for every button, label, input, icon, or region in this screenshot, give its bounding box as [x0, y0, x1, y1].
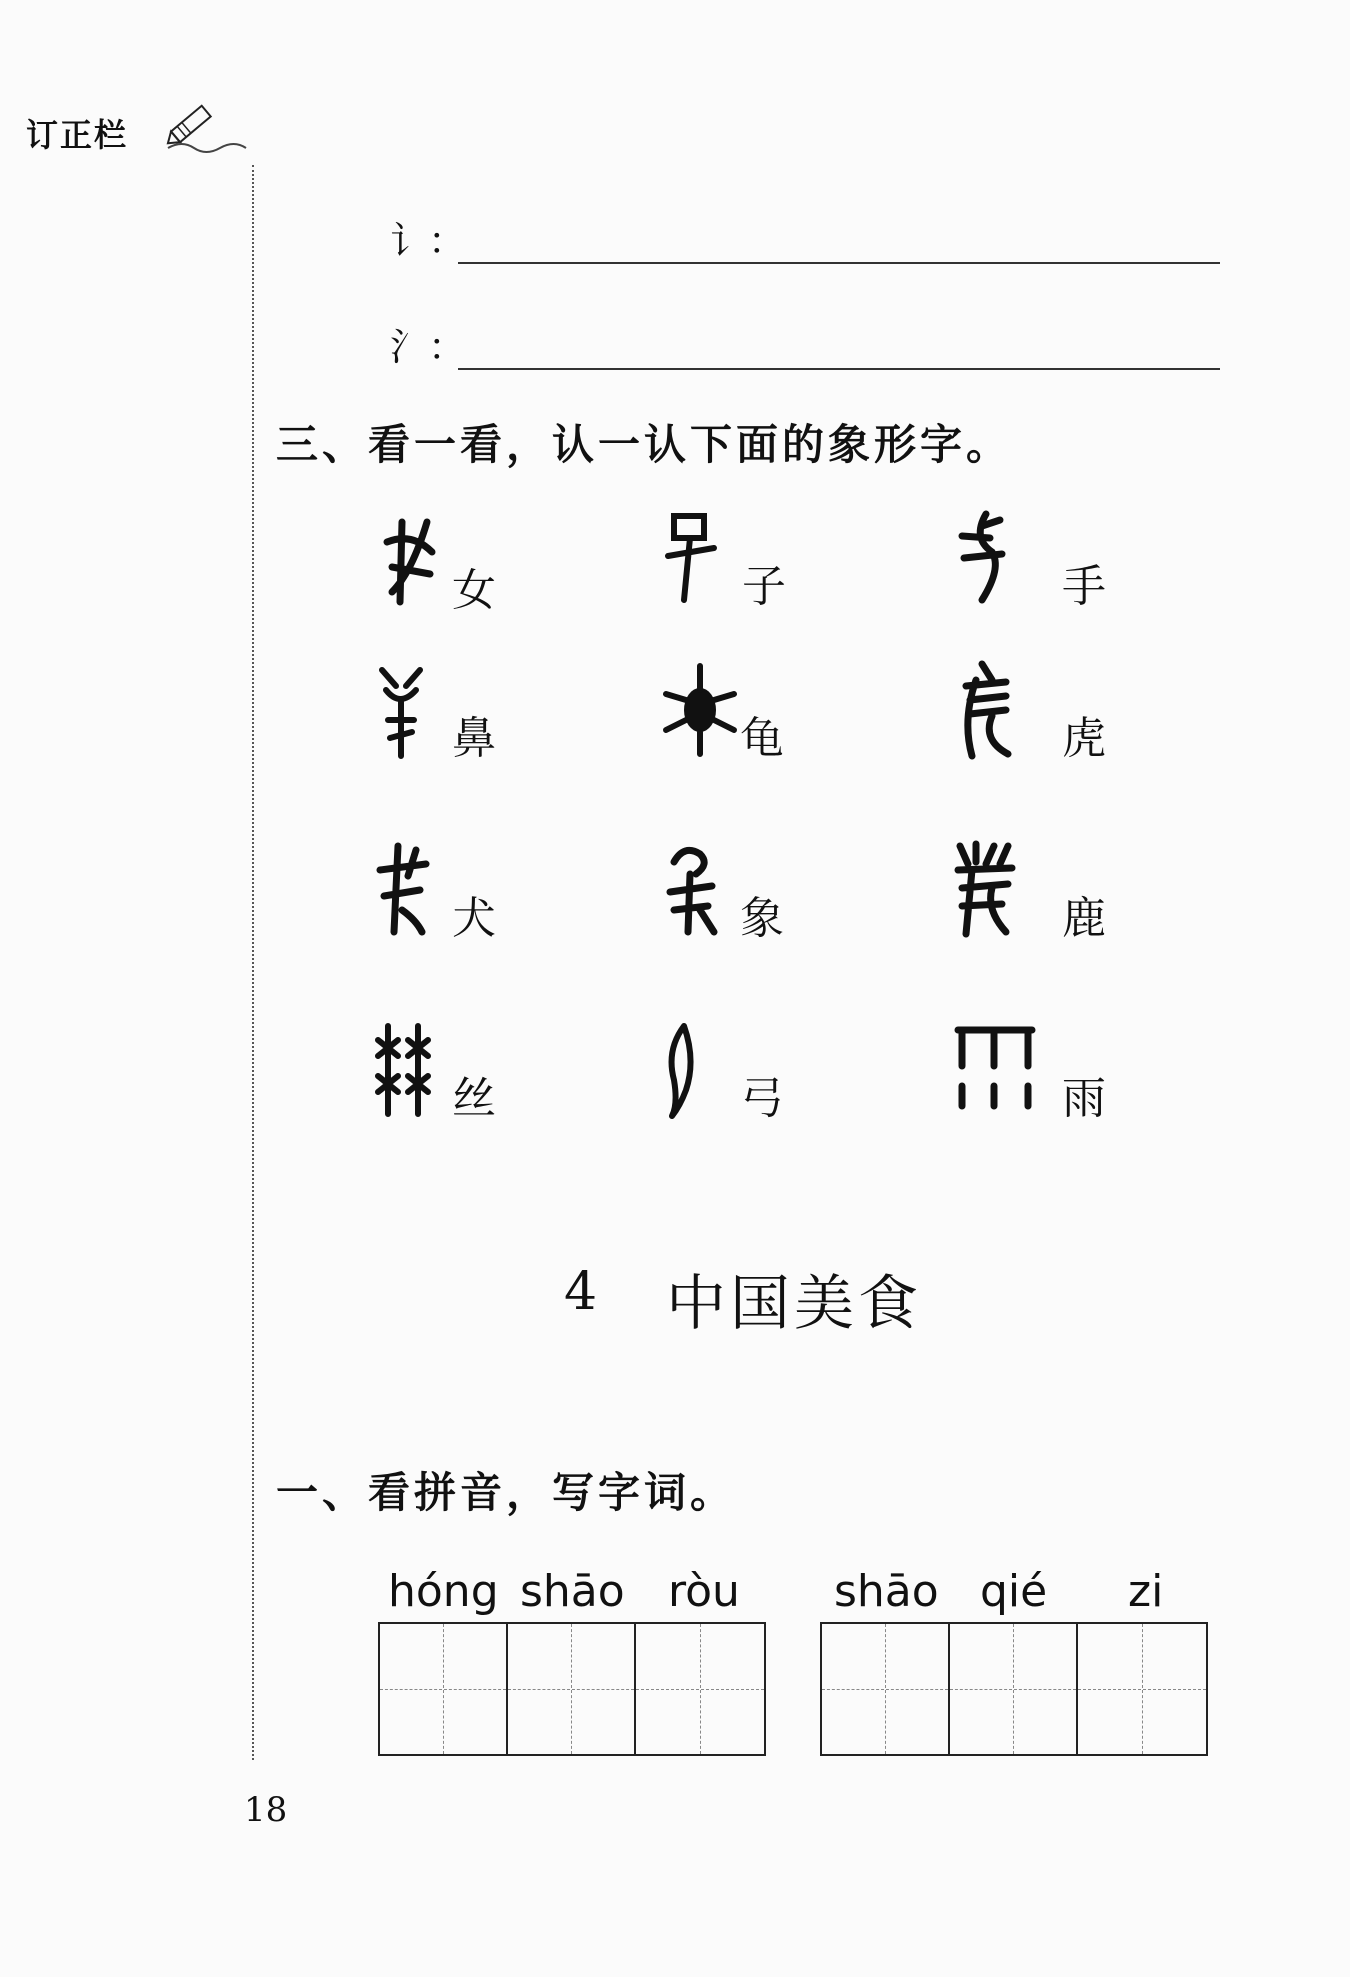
oracle-glyph-nose [372, 660, 462, 760]
modern-character: 龟 [740, 713, 784, 764]
oracle-glyph-deer [952, 840, 1042, 940]
radical-label: 氵： [390, 325, 467, 369]
modern-character: 丝 [452, 1073, 496, 1124]
writing-cell[interactable] [508, 1624, 636, 1754]
pictograph-item [660, 660, 920, 770]
pictograph-item [952, 840, 1212, 950]
pictograph-item [952, 1020, 1212, 1130]
radical-row-water [390, 316, 1220, 376]
writing-grid-1 [378, 1622, 766, 1756]
pinyin-label: hóng [388, 1566, 499, 1617]
lesson-title: 中国美食 [666, 1269, 922, 1339]
pinyin-label: ròu [668, 1566, 740, 1617]
pinyin-label: shāo [520, 1566, 625, 1617]
oracle-glyph-hand [952, 508, 1042, 608]
oracle-glyph-child [662, 508, 752, 608]
modern-character: 女 [452, 565, 496, 616]
lesson-number: 4 [564, 1262, 598, 1322]
modern-character: 虎 [1062, 713, 1106, 764]
writing-cell[interactable] [1078, 1624, 1206, 1754]
radical-row-speech [390, 210, 1220, 270]
modern-character: 鹿 [1062, 893, 1106, 944]
modern-character: 鼻 [452, 713, 496, 764]
pictograph-item [372, 840, 632, 950]
writing-grid-2 [820, 1622, 1208, 1756]
modern-character: 犬 [452, 893, 496, 944]
oracle-glyph-turtle [660, 660, 750, 760]
modern-character: 弓 [740, 1073, 784, 1124]
oracle-glyph-bow [660, 1020, 750, 1120]
answer-line[interactable] [458, 262, 1220, 264]
oracle-glyph-tiger [952, 660, 1042, 760]
pinyin-label: qié [980, 1566, 1048, 1617]
pictograph-item [372, 660, 632, 770]
writing-cell[interactable] [636, 1624, 764, 1754]
pinyin-label: zi [1128, 1566, 1164, 1617]
oracle-glyph-rain [952, 1020, 1052, 1120]
correction-column-label: 订正栏 [26, 116, 129, 154]
section-heading: 三、看一看，认一认下面的象形字。 [276, 420, 1013, 469]
modern-character: 手 [1062, 561, 1106, 612]
oracle-glyph-silk [372, 1020, 462, 1120]
oracle-glyph-woman [372, 512, 462, 612]
answer-line[interactable] [458, 368, 1220, 370]
modern-character: 雨 [1062, 1073, 1106, 1124]
pencil-icon [160, 96, 250, 160]
pictograph-item [660, 1020, 920, 1130]
oracle-glyph-elephant [660, 840, 750, 940]
pictograph-item [660, 840, 920, 950]
pictograph-item [372, 1020, 632, 1130]
writing-cell[interactable] [380, 1624, 508, 1754]
section-heading: 一、看拼音，写字词。 [276, 1468, 737, 1517]
margin-dotted-line [252, 165, 254, 1760]
pinyin-label: shāo [834, 1566, 939, 1617]
writing-cell[interactable] [822, 1624, 950, 1754]
pictograph-item [662, 508, 922, 618]
pictograph-item [952, 508, 1212, 618]
modern-character: 象 [740, 893, 784, 944]
oracle-glyph-dog [372, 840, 462, 940]
pictograph-item [952, 660, 1212, 770]
writing-cell[interactable] [950, 1624, 1078, 1754]
page-number: 18 [244, 1790, 288, 1830]
pictograph-item [372, 512, 632, 622]
radical-label: 讠： [390, 219, 467, 263]
modern-character: 子 [742, 561, 786, 612]
